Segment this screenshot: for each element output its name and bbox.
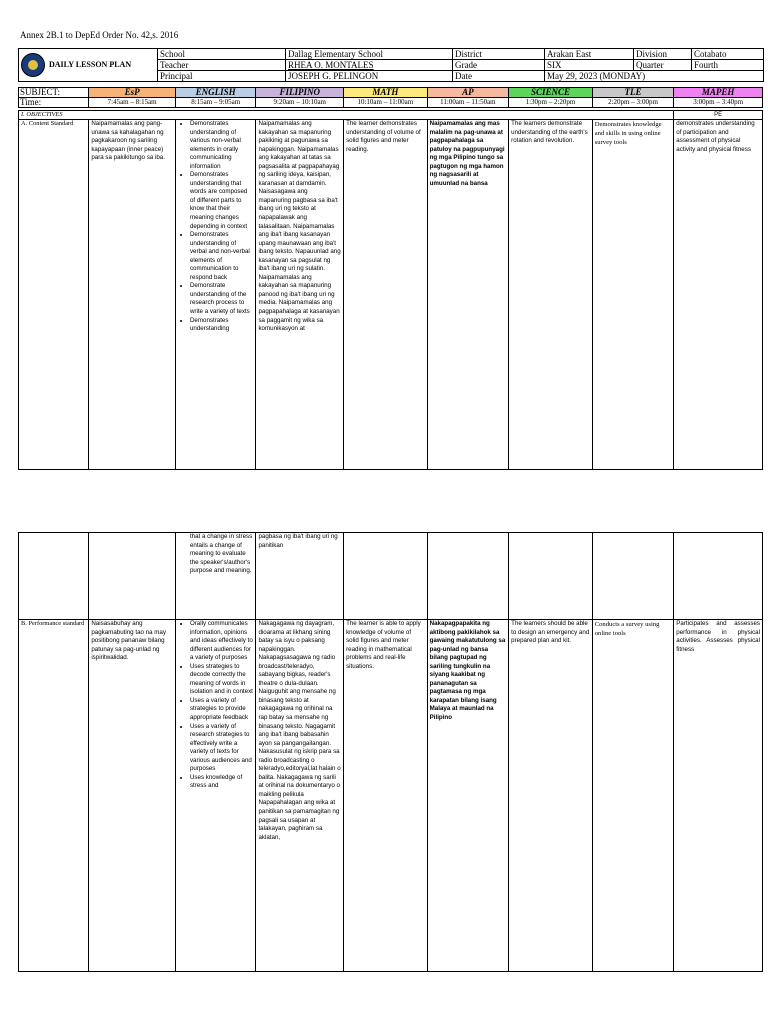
division-value: Cotabato [692, 49, 764, 60]
content-filipino: Naipamamalas ang kakayahan sa mapanuring pakikinig at pagunawa sa napakinggan. Naipamamalas ang kakayahan at tatas sa pagsasalita at pagpapahayag ng sariling ideya, kaisipan, karanasan at damdamin. Naisasagawa ang mapanuring pagbasa sa iba't ibang uri ng teksto at napapalawak ang talasalitaan. Naipamamalas ang iba't ibang kasanayan upang maunawaan ang iba't ibang teksto. Napauunlad ang kasanayan sa pagsulat ng iba't ibang uri ng sulatin. Naipamamalas ang kakayahan sa mapanuring panood ng iba't ibang uri ng media. Naipamamalas ang pagpapahalaga at kasanayan sa paggamit ng wika sa komunikasyon at [256, 120, 344, 470]
content-esp: Naipamamalas ang pang-unawa sa kahalagahan ng pagkakaroon ng sariling kapayapaan (inner peace) para sa pakikitungo sa iba. [89, 120, 176, 470]
content-cont-ap [427, 533, 509, 620]
date-value: May 29, 2023 (MONDAY) [545, 71, 764, 82]
objectives-table-page1 [18, 110, 763, 470]
header-table [18, 48, 764, 82]
content-english [175, 120, 256, 470]
list-item: • Orally communicates information, opinions and ideas effectively to different audiences for a variety of purposes [190, 620, 254, 663]
performance-standard-label: B. Performance standard [19, 620, 89, 972]
grade-value: SIX [545, 60, 634, 71]
teacher-value: RHEA O. MONTALES [286, 60, 453, 71]
quarter-label: Quarter [634, 60, 692, 71]
deped-seal-icon [21, 53, 45, 77]
time-label: Time: [19, 98, 89, 108]
subject-filipino: FILIPINO [256, 88, 344, 98]
performance-tle: Conducts a survey using online tools [592, 620, 674, 972]
division-label: Division [634, 49, 692, 60]
pe-label: PE [674, 111, 763, 120]
time-esp: 7:45am – 8:15am [89, 98, 176, 108]
date-label: Date [453, 71, 545, 82]
content-cont-science [509, 533, 593, 620]
subject-tle: TLE [592, 88, 674, 98]
logo-cell [19, 49, 158, 82]
content-tle: Demonstrates knowledge and skills in using online survey tools [592, 120, 674, 470]
list-item: • Demonstrates understanding [190, 317, 254, 334]
performance-math: The learner is able to apply knowledge of volume of solid figures and meter reading in mathematical problems and real-life situations. [344, 620, 428, 972]
content-cont-tle [592, 533, 674, 620]
subject-ap: AP [427, 88, 509, 98]
content-standard-label: A. Content Standard [19, 120, 89, 470]
performance-english [175, 620, 256, 972]
list-item: • Demonstrates understanding that words are composed of different parts to know that their meaning changes depending in context [190, 171, 254, 231]
content-cont-math [344, 533, 428, 620]
subject-mapeh: MAPEH [674, 88, 763, 98]
subject-math: MATH [344, 88, 428, 98]
content-cont-english: that a change in stress entails a change of meaning to evaluate the speaker's/author's purpose and meaning. [175, 533, 256, 620]
time-science: 1:30pm – 2:20pm [509, 98, 593, 108]
grade-label: Grade [453, 60, 545, 71]
objectives-table-page2 [18, 532, 763, 972]
objectives-heading: I. OBJECTIVES [19, 111, 674, 120]
list-item: • Uses a variety of research strategies to effectively write a variety of texts for various audiences and purposes [190, 723, 254, 774]
performance-ap: Nakapagpapakita ng aktibong pakikilahok sa gawaing makatutulong sa pag-unlad ng bansa bilang pagtupad ng sariling tungkulin na siyang kaakibat ng pananagutan sa pagtamasa ng mga karapatan bilang isang Malaya at maunlad na Pilipino [427, 620, 509, 972]
content-science: The learners demonstrate understanding of the earth's rotation and revolution. [509, 120, 593, 470]
principal-value: JOSEPH G. PELINGON [286, 71, 453, 82]
district-value: Arakan East [545, 49, 634, 60]
subject-science: SCIENCE [509, 88, 593, 98]
time-english: 8:15am – 9:05am [175, 98, 256, 108]
list-item: • Uses knowledge of stress and [190, 774, 254, 791]
time-math: 10:10am – 11:00am [344, 98, 428, 108]
subjects-table [18, 87, 763, 108]
performance-esp: Naisasabuhay ang pagkamabuting tao na may positibong pananaw bilang patunay sa pag-unlad ng ispiritwalidad. [89, 620, 176, 972]
performance-science: The learners should be able to design an emergency and prepared plan and kit. [509, 620, 593, 972]
principal-label: Principal [158, 71, 286, 82]
district-label: District [453, 49, 545, 60]
subject-esp: EsP [89, 88, 176, 98]
performance-mapeh: Participates and assesses performance in physical activities. Assesses physical fitness [674, 620, 763, 972]
annex-reference: Annex 2B.1 to DepEd Order No. 42,s. 2016 [20, 30, 179, 40]
content-cont-mapeh [674, 533, 763, 620]
time-filipino: 9:20am – 10:10am [256, 98, 344, 108]
list-item: • Demonstrates understanding of various non-verbal elements in orally communicating information [190, 120, 254, 171]
document-title: DAILY LESSON PLAN [49, 60, 132, 69]
school-value: Dallag Elementary School [286, 49, 453, 60]
time-mapeh: 3:00pm – 3:40pm [674, 98, 763, 108]
subject-english: ENGLISH [175, 88, 256, 98]
content-cont-esp [89, 533, 176, 620]
teacher-label: Teacher [158, 60, 286, 71]
content-mapeh: demonstrates understanding of participation and assessment of physical activity and physical fitness [674, 120, 763, 470]
content-math: The learner demonstrates understanding of volume of solid figures and meter reading. [344, 120, 428, 470]
quarter-value: Fourth [692, 60, 764, 71]
content-ap: Naipamamalas ang mas malalim na pag-unawa at pagpapahalaga sa patuloy na pagpupunyagi ng mga Pilipino tungo sa pagtugon ng mga hamon ng nagsasarili at umuunlad na bansa [427, 120, 509, 470]
list-item: • Uses strategies to decode correctly the meaning of words in isolation and in context [190, 663, 254, 697]
list-item: • Demonstrate understanding of the research process to write a variety of texts [190, 282, 254, 316]
time-ap: 11:00am – 11:50am [427, 98, 509, 108]
content-cont-filipino: pagbasa ng iba't ibang uri ng panitikan [256, 533, 344, 620]
list-item: • Uses a variety of strategies to provide appropriate feedback [190, 697, 254, 723]
school-label: School [158, 49, 286, 60]
content-cont-label [19, 533, 89, 620]
time-tle: 2:20pm – 3:00pm [592, 98, 674, 108]
performance-filipino: Nakagagawa ng dayagram, dioarama at likhang sining batay sa isyu o paksang napakinggan. Nakapagsasagawa ng radio broadcast/teleradyo, sabayang bigkas, reader's theatre o dula-dulaan. Naiguguhit ang mensahe ng binasang teksto at nakagagawa ng orihinal na rap batay sa mensahe ng binasang teksto. Nagagamit ang iba't ibang babasahin ayon sa pangangailangan. Nakasusulat ng iskrip para sa radio broadcasting o teleradyo,editoryal,lat halain o balita. Nakagagawa ng sarili at orihinal na dokumentaryo o maikling pelikula Napapahalagan ang wika at panitikan sa pamamagitan ng pagsali sa usapan at talakayan, paghiram sa aklatan, [256, 620, 344, 972]
subject-label: SUBJECT: [19, 88, 89, 98]
list-item: • Demonstrates understanding of verbal and non-verbal elements of communication to respond back [190, 231, 254, 282]
